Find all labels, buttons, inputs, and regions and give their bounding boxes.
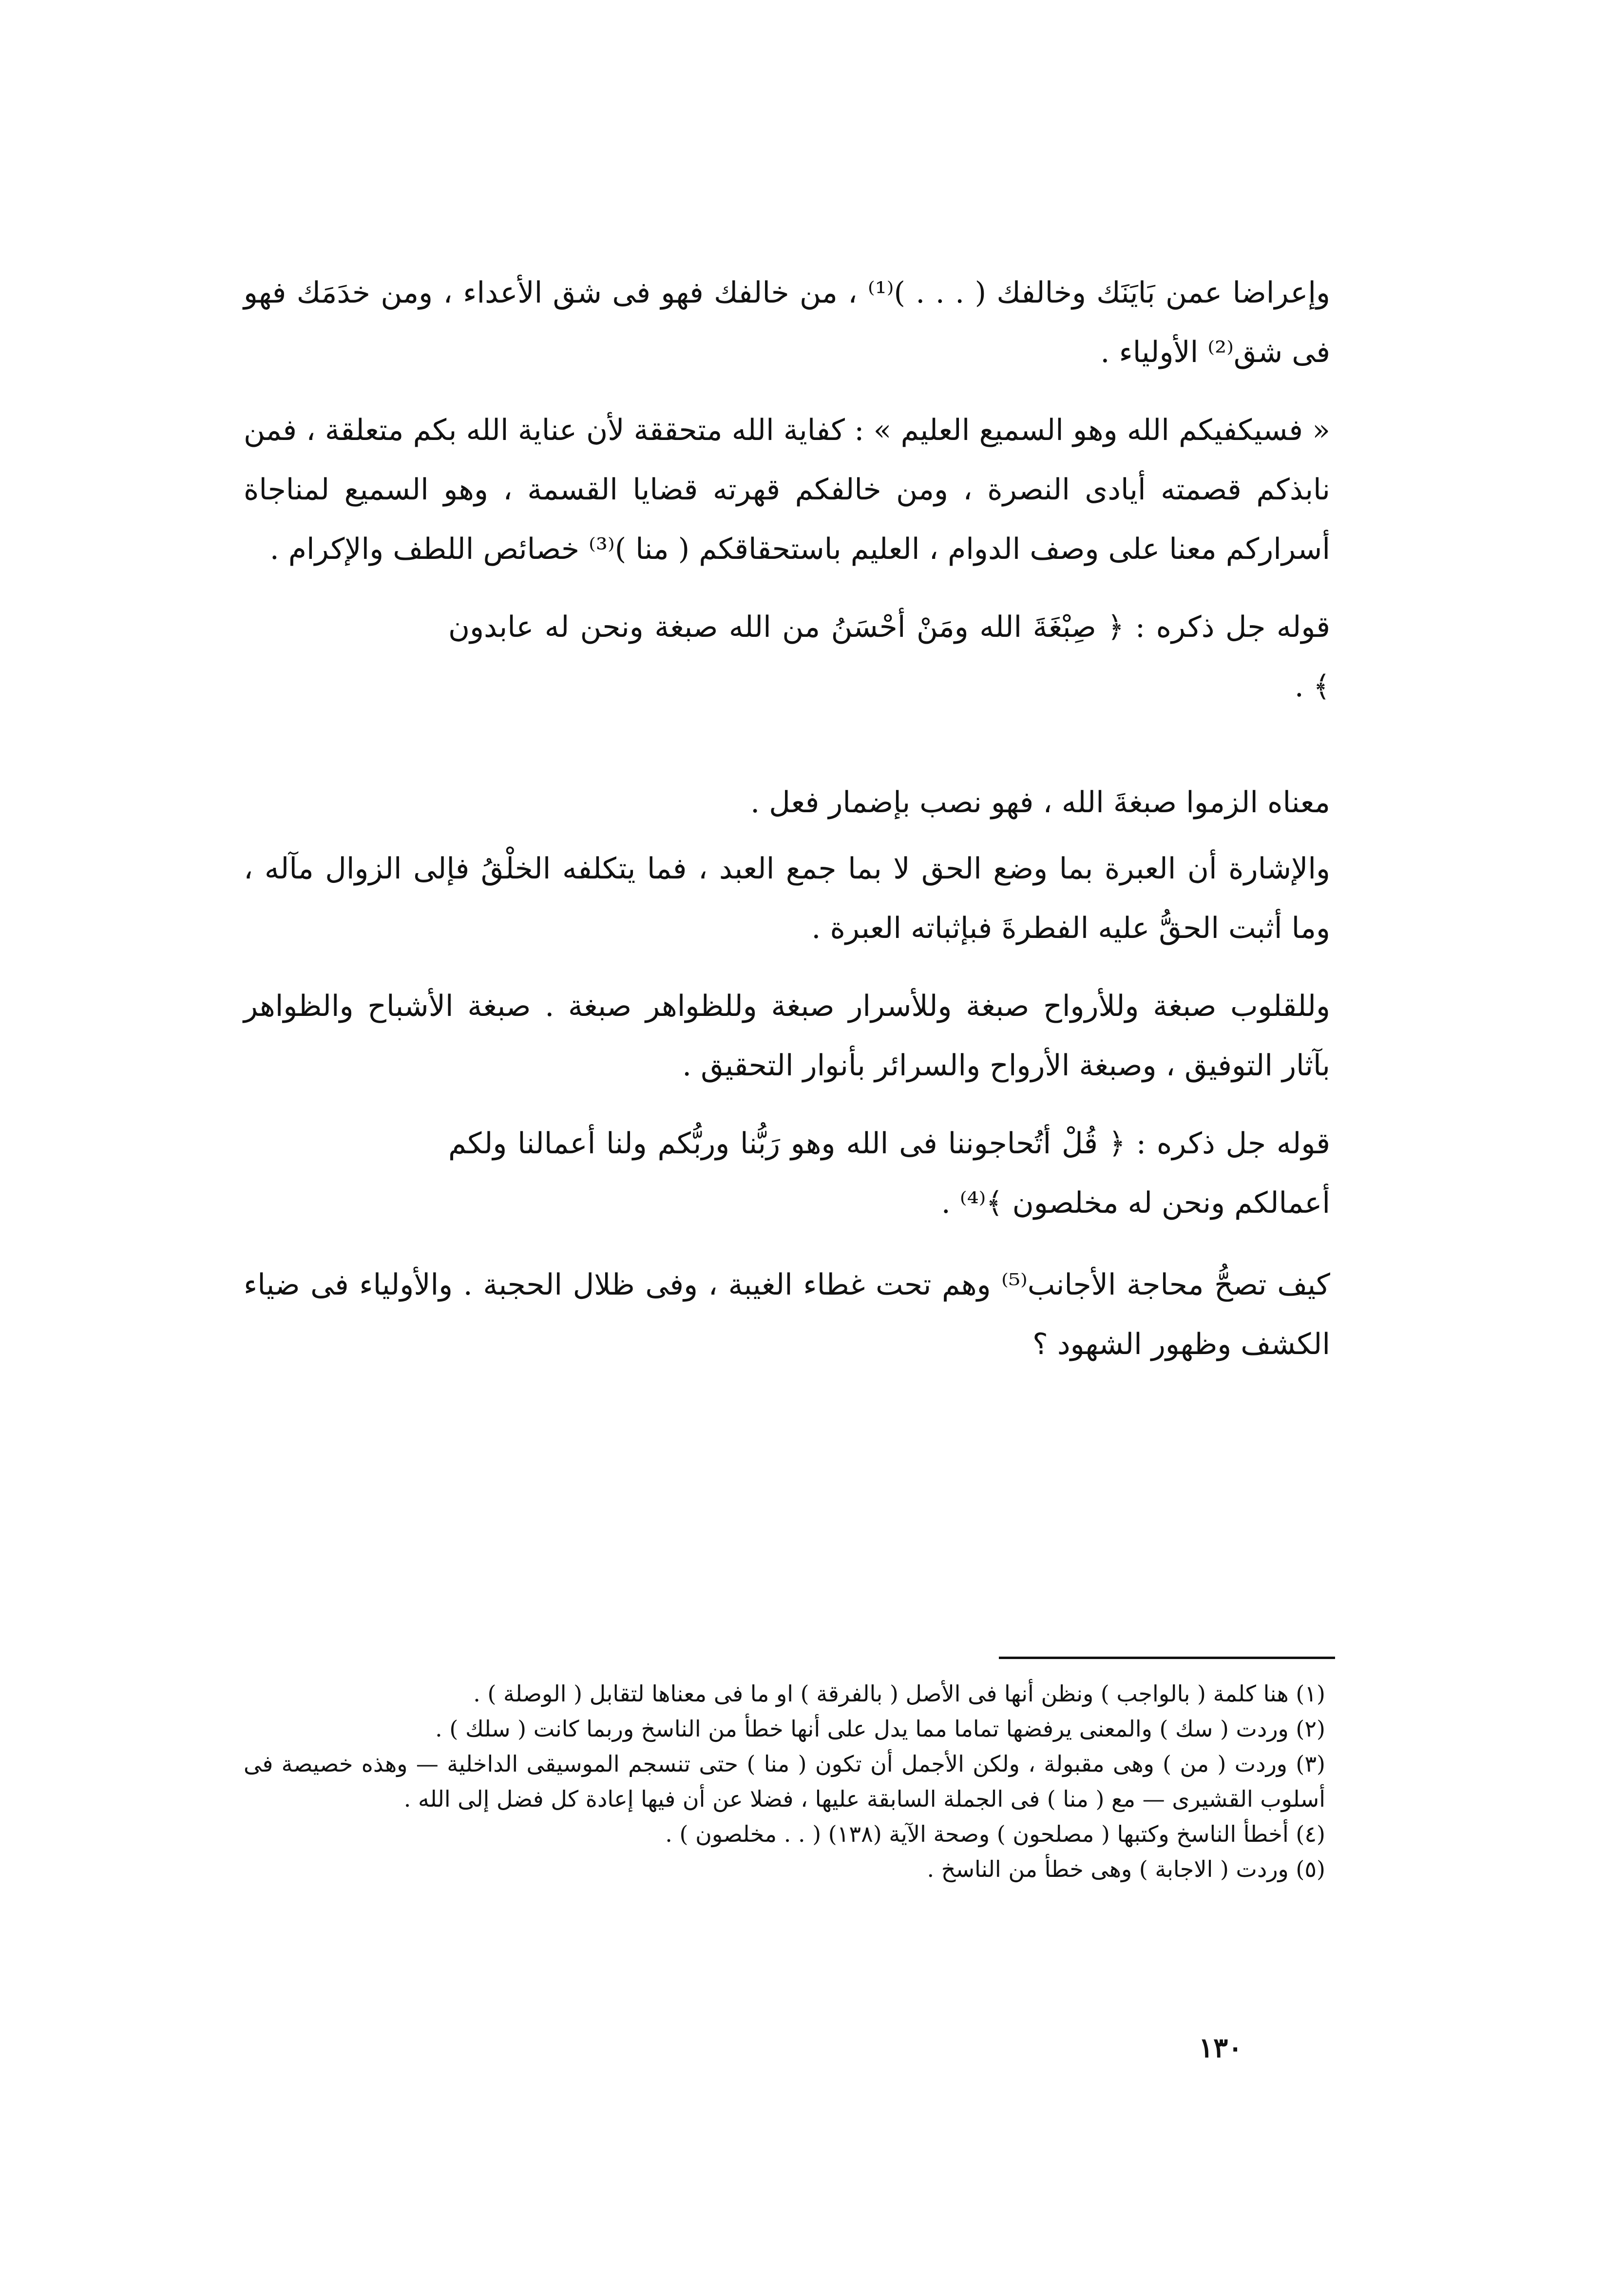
- verse-1: قوله جل ذكره : ﴿ صِبْغَةَ الله ومَنْ أحْسَنُ من الله صبغة ونحن له عابدون ﴾ .: [448, 610, 1330, 704]
- paragraph-3: معناه الزموا صبغةَ الله ، فهو نصب بإضمار فعل .: [750, 785, 1330, 820]
- footnote-1: (١) هنا كلمة ( بالواجب ) ونظن أنها فى الأصل ( بالفرقة ) او ما فى معناها لتقابل ( الوصلة ) .: [473, 1680, 1325, 1707]
- paragraph-2: « فسيكفيكم الله وهو السميع العليم » : كفاية الله متحققة لأن عناية الله بكم متعلقة ، فمن نابذكم قصمته أيادى النصرة ، ومن خالفكم قهرته قضايا القسمة ، وهو السميع لمناجاة أسراركم معنا على وصف الدوام ، العليم باستحقاقكم ( منا )⁽³⁾ خصائص اللطف والإكرام .: [244, 413, 1330, 566]
- footnote-4: (٤) أخطأ الناسخ وكتبها ( مصلحون ) وصحة الآية (١٣٨) ( . . مخلصون ) .: [665, 1821, 1325, 1847]
- footnotes: [244, 1676, 1325, 1887]
- spacer: [244, 739, 1330, 773]
- paragraph-5: وللقلوب صبغة وللأرواح صبغة وللأسرار صبغة وللظواهر صبغة . صبغة الأشباح والظواهر بآثار التوفيق ، وصبغة الأرواح والسرائر بأنوار التحقيق .: [244, 989, 1330, 1083]
- footnote-3: (٣) وردت ( من ) وهى مقبولة ، ولكن الأجمل أن تكون ( منا ) حتى تنسجم الموسيقى الداخلية — وهذه خصيصة فى أسلوب القشيرى — مع ( منا ) فى الجملة السابقة عليها ، فضلا عن أن فيها إعادة كل فضل إلى الله .: [244, 1751, 1325, 1812]
- paragraph-6: كيف تصحُّ محاجة الأجانب⁽⁵⁾ وهم تحت غطاء الغيبة ، وفى ظلال الحجبة . والأولياء فى ضياء الكشف وظهور الشهود ؟: [244, 1268, 1330, 1361]
- footnote-5: (٥) وردت ( الاجابة ) وهى خطأ من الناسخ .: [927, 1856, 1325, 1882]
- paragraph-1: وإعراضا عمن بَايَنَك وخالفك ( . . . )⁽¹⁾ ، من خالفك فهو فى شق الأعداء ، ومن خدَمَك فهو فى شق⁽²⁾ الأولياء .: [244, 276, 1330, 369]
- footnote-divider: [999, 1657, 1335, 1659]
- page-number: ١٣٠: [1199, 2032, 1243, 2064]
- verse-2: قوله جل ذكره : ﴿ قُلْ أتُحاجوننا فى الله وهو رَبُّنا وربُّكم ولنا أعمالنا ولكم أعمالكم ونحن له مخلصون ﴾⁽⁴⁾ .: [448, 1126, 1330, 1220]
- paragraph-4: والإشارة أن العبرة بما وضع الحق لا بما جمع العبد ، فما يتكلفه الخلْقُ فإلى الزوال مآله ، وما أثبت الحقُّ عليه الفطرةَ فبإثباته العبرة .: [244, 852, 1330, 945]
- main-text: [244, 263, 1330, 1393]
- footnote-2: (٢) وردت ( سك ) والمعنى يرفضها تماما مما يدل على أنها خطأ من الناسخ وربما كانت ( سلك ) .: [435, 1716, 1325, 1742]
